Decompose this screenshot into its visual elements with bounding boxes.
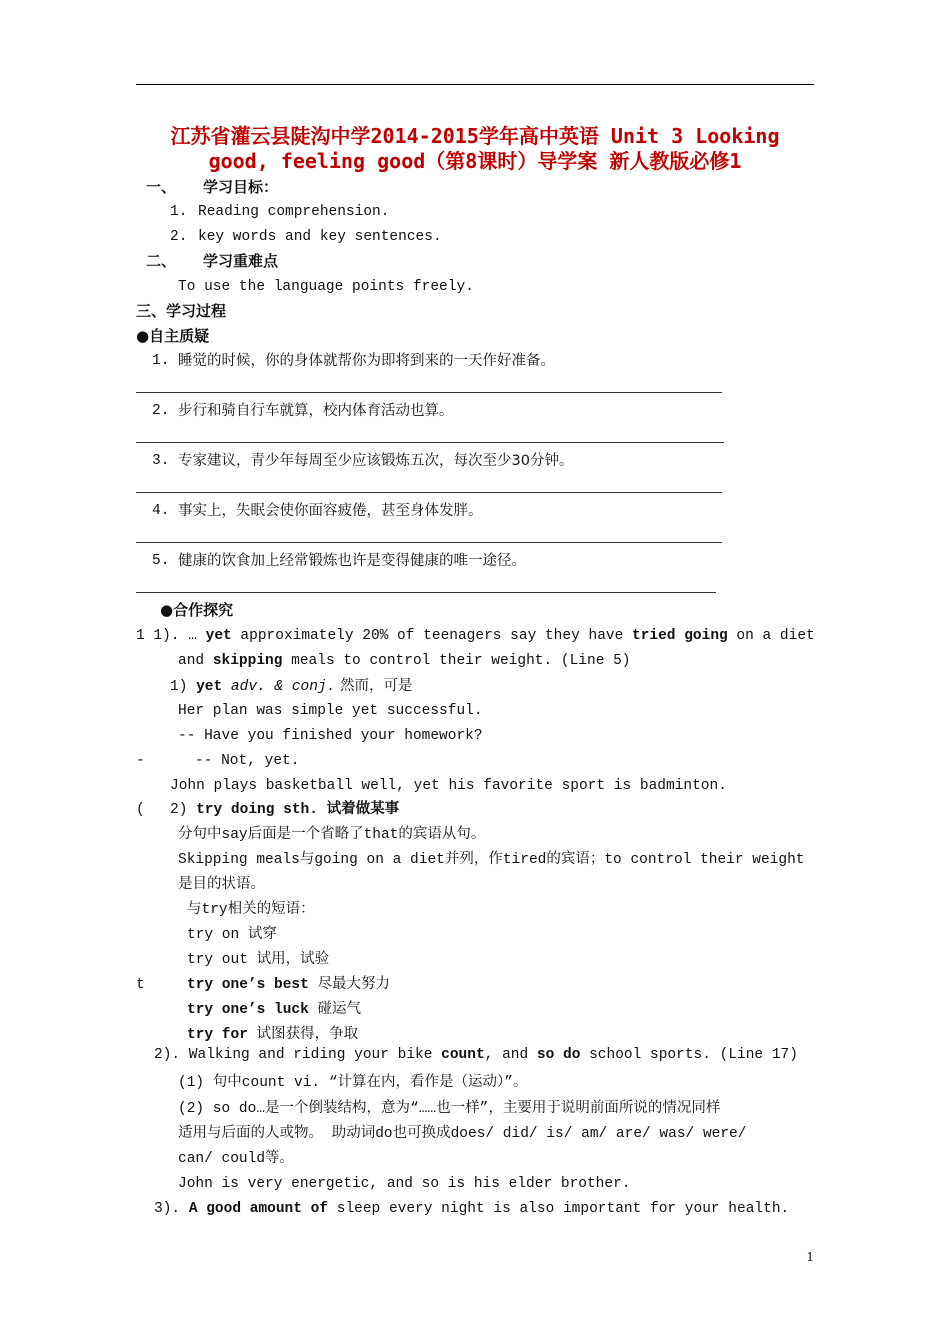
stray-letter: t xyxy=(136,977,145,993)
point-2-note-3: 适用与后面的人或物。 助动词do也可换成does/ did/ is/ am/ are/ was/ were/ xyxy=(178,1126,747,1142)
yet-example-2: -- Have you finished your homework? xyxy=(178,728,483,744)
title-line-1: 江苏省灌云县陡沟中学2014-2015学年高中英语 Unit 3 Looking xyxy=(170,124,780,148)
goal-2-text: key words and key sentences. xyxy=(198,229,442,245)
try-note-3: 是目的状语。 xyxy=(178,877,265,893)
try-phrase-4: try one’s luck 碰运气 xyxy=(187,1002,362,1018)
yet-example-1: Her plan was simple yet successful. xyxy=(178,703,483,719)
goal-2-number: 2. xyxy=(170,229,188,245)
try-note-2: Skipping meals与going on a diet并列，作tired的宾语；to control their weight xyxy=(178,852,805,868)
yet-example-4: John plays basketball well, yet his favorite sport is badminton. xyxy=(170,778,727,794)
section-1-title: 学习目标： xyxy=(203,178,279,196)
stray-dash: - xyxy=(136,753,145,769)
question-3-text: 专家建议，青少年每周至少应该锻炼五次，每次至少30分钟。 xyxy=(178,453,574,469)
question-4-number: 4. xyxy=(152,503,170,519)
question-4-text: 事实上，失眠会使你面容疲倦，甚至身体发胖。 xyxy=(178,503,483,519)
try-phrase-2: try out 试用，试验 xyxy=(187,952,330,968)
try-phrases-heading: 与try相关的短语： xyxy=(187,902,315,918)
document-title xyxy=(136,124,814,174)
stray-paren: ( xyxy=(136,802,145,818)
title-line-2: good, feeling good（第8课时）导学案 新人教版必修1 xyxy=(208,149,742,173)
point-2-note-4: can/ could等。 xyxy=(178,1151,295,1167)
point-2-line: 2). Walking and riding your bike count, and so do school sports. (Line 17) xyxy=(154,1047,798,1063)
answer-line-2 xyxy=(136,442,724,443)
question-5-number: 5. xyxy=(152,553,170,569)
point-1-line-1: 1 1). … yet approximately 20% of teenagers say they have tried going on a diet xyxy=(136,628,815,644)
self-study-heading: ●自主质疑 xyxy=(136,327,210,345)
yet-example-3: -- Not, yet. xyxy=(195,753,300,769)
point-3-line: 3). A good amount of sleep every night is also important for your health. xyxy=(154,1201,790,1217)
question-2-number: 2. xyxy=(152,403,170,419)
question-2-text: 步行和骑自行车就算，校内体育活动也算。 xyxy=(178,403,454,419)
answer-line-4 xyxy=(136,542,722,543)
try-phrase-3: try one’s best 尽最大努力 xyxy=(187,977,391,993)
page-number: 1 xyxy=(806,1250,814,1264)
question-1-number: 1. xyxy=(152,353,170,369)
header-rule xyxy=(136,84,814,85)
question-1-text: 睡觉的时候，你的身体就帮你为即将到来的一天作好准备。 xyxy=(178,353,555,369)
goal-1-text: Reading comprehension. xyxy=(198,204,390,220)
section-2-number: 二、 xyxy=(146,252,177,270)
section-1-number: 一、 xyxy=(146,178,177,196)
goal-1-number: 1. xyxy=(170,204,188,220)
yet-heading: 1) yet adv. & conj. 然而，可是 xyxy=(170,678,413,695)
point-1-line-2: and skipping meals to control their weight. (Line 5) xyxy=(178,653,631,669)
answer-line-5 xyxy=(136,592,716,593)
question-3-number: 3. xyxy=(152,453,170,469)
try-heading: 2) try doing sth. 试着做某事 xyxy=(170,802,400,818)
section-3-title: 三、学习过程 xyxy=(136,302,227,320)
answer-line-1 xyxy=(136,392,722,393)
section-2-title: 学习重难点 xyxy=(203,252,279,270)
answer-line-3 xyxy=(136,492,722,493)
point-2-note-2: (2) so do…是一个倒装结构，意为“……也一样”，主要用于说明前面所说的情况同样 xyxy=(178,1101,721,1117)
cooperation-heading: ●合作探究 xyxy=(160,601,234,619)
try-phrase-1: try on 试穿 xyxy=(187,927,277,943)
point-2-example: John is very energetic, and so is his elder brother. xyxy=(178,1176,631,1192)
question-5-text: 健康的饮食加上经常锻炼也许是变得健康的唯一途径。 xyxy=(178,553,526,569)
try-phrase-5: try for 试图获得，争取 xyxy=(187,1027,359,1043)
try-note-1: 分句中say后面是一个省略了that的宾语从句。 xyxy=(178,827,486,843)
section-2-text: To use the language points freely. xyxy=(178,279,474,295)
point-2-note-1: (1) 句中count vi. “计算在内，看作是（运动）”。 xyxy=(178,1075,528,1091)
